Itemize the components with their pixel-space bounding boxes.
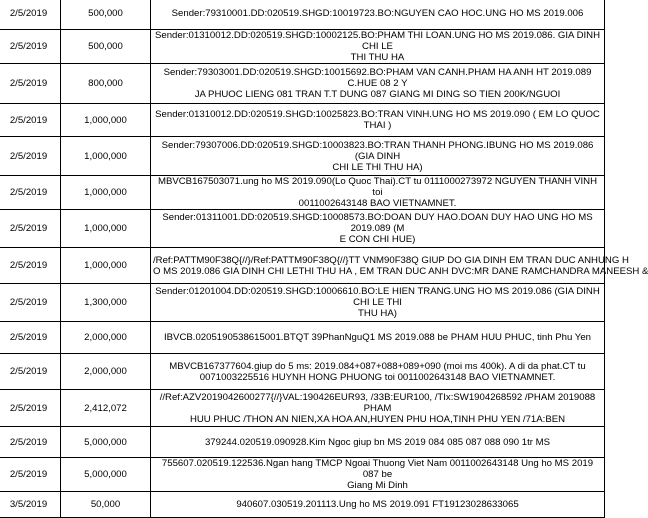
description-line: /Ref:PATTM90F38Q{//}/Ref:PATTM90F38Q{//}TT VNM90F38Q GIUP DO GIA DINH EM TRAN DUC ANHUNG H xyxy=(153,254,629,266)
description-line: JA PHUOC LIENG 081 TRAN T.T DUNG 087 GIANG MI DING SO TIEN 200K/NGUOI xyxy=(194,89,561,100)
description-line: Sender:01201004.DD:020519.SHGD:10006610.BO:LE HIEN TRANG.UNG HO MS 2019.086 (GIA DINH CHI LE THI xyxy=(155,286,600,308)
description-line: THI THU HA xyxy=(350,52,405,63)
amount-cell[interactable]: 2,000,000 xyxy=(61,354,151,390)
amount-cell[interactable]: 1,000,000 xyxy=(61,137,151,176)
description-line: Sender:01310012.DD:020519.SHGD:10025823.BO:TRAN VINH.UNG HO MS 2019.090 ( EM LO QUOC THAI ) xyxy=(155,109,600,131)
description-cell[interactable] xyxy=(151,137,605,176)
date-cell[interactable]: 2/5/2019 xyxy=(0,30,61,64)
amount-cell[interactable]: 2,000,000 xyxy=(61,322,151,354)
description-line: //Ref:AZV2019042600277{//}VAL:190426EUR93, /33B:EUR100, /TIx:SW1904268592 /PHAM 2019088 PHAM xyxy=(159,391,596,414)
amount-cell[interactable]: 5,000,000 xyxy=(61,427,151,458)
date-cell[interactable]: 2/5/2019 xyxy=(0,248,61,284)
table-row[interactable] xyxy=(0,64,605,104)
description-cell[interactable] xyxy=(151,427,605,458)
table-row[interactable] xyxy=(0,176,605,210)
description-line: CHI LE THI THU HA) xyxy=(332,161,423,173)
description-line: Sender:79303001.DD:020519.SHGD:10015692.BO:PHAM VAN CANH.PHAM HA ANH HT 2019.089 C.HUE 08 2 Y xyxy=(163,67,592,89)
date-cell[interactable]: 2/5/2019 xyxy=(0,322,61,354)
description-line: E CON CHI HUE) xyxy=(339,234,416,245)
table-row[interactable] xyxy=(0,30,605,64)
description-line: 755607.020519.122536.Ngan hang TMCP Ngoai Thuong Viet Nam 0011002643148 Ung ho MS 2019 087 be xyxy=(161,458,594,480)
table-row[interactable] xyxy=(0,322,605,354)
amount-cell[interactable]: 500,000 xyxy=(61,0,151,30)
description-cell[interactable] xyxy=(151,104,605,137)
description-line: Giang Mi Dinh xyxy=(347,480,408,491)
date-cell[interactable]: 2/5/2019 xyxy=(0,0,61,30)
description-cell[interactable] xyxy=(151,492,605,518)
date-cell[interactable]: 2/5/2019 xyxy=(0,137,61,176)
amount-cell[interactable]: 1,000,000 xyxy=(61,210,151,248)
table-row[interactable] xyxy=(0,248,605,284)
description-cell[interactable] xyxy=(151,354,605,390)
description-line: 0071003225516 HUYNH HONG PHUONG toi 0011002643148 BAO VIETNAMNET. xyxy=(199,371,556,383)
description-line: IBVCB.0205190538615001.BTQT 39PhanNguQ1 MS 2019.088 be PHAM HUU PHUC, tinh Phu Yen xyxy=(163,332,591,343)
description-cell[interactable] xyxy=(151,322,605,354)
table-row[interactable] xyxy=(0,390,605,427)
table-row[interactable] xyxy=(0,137,605,176)
date-cell[interactable]: 2/5/2019 xyxy=(0,210,61,248)
description-line: THU HA) xyxy=(358,308,397,319)
amount-cell[interactable]: 2,412,072 xyxy=(61,390,151,427)
date-cell[interactable]: 2/5/2019 xyxy=(0,176,61,210)
amount-cell[interactable]: 1,000,000 xyxy=(61,248,151,284)
table-row[interactable] xyxy=(0,0,605,30)
amount-cell[interactable]: 800,000 xyxy=(61,64,151,104)
amount-cell[interactable]: 5,000,000 xyxy=(61,458,151,492)
description-line: Sender:01310012.DD:020519.SHGD:10002125.BO:PHAM THI LOAN.UNG HO MS 2019.086. GIA DINH CHI LE xyxy=(154,30,601,52)
description-line: Sender:79310001.DD:020519.SHGD:10019723.BO:NGUYEN CAO HOC.UNG HO MS 2019.006 xyxy=(171,8,584,19)
description-line: 379244.020519.090928.Kim Ngoc giup bn MS 2019 084 085 087 088 090 1tr MS xyxy=(204,436,551,448)
description-cell[interactable] xyxy=(151,458,605,492)
amount-cell[interactable]: 1,300,000 xyxy=(61,284,151,322)
description-cell[interactable] xyxy=(151,30,605,64)
description-cell[interactable] xyxy=(151,0,605,30)
date-cell[interactable]: 2/5/2019 xyxy=(0,354,61,390)
description-line: Sender:01311001.DD:020519.SHGD:10008573.BO:DOAN DUY HAO.DOAN DUY HAO UNG HO MS 2019.089 (M xyxy=(162,212,593,234)
amount-cell[interactable]: 1,000,000 xyxy=(61,176,151,210)
date-cell[interactable]: 2/5/2019 xyxy=(0,64,61,104)
date-cell[interactable]: 2/5/2019 xyxy=(0,458,61,492)
date-cell[interactable]: 2/5/2019 xyxy=(0,427,61,458)
description-line: 940607.030519.201113.Ung ho MS 2019.091 FT19123028633065 xyxy=(236,499,519,510)
amount-cell[interactable]: 1,000,000 xyxy=(61,104,151,137)
table-row[interactable] xyxy=(0,284,605,322)
amount-cell[interactable]: 500,000 xyxy=(61,30,151,64)
description-line: MBVCB167503071.ung ho MS 2019.090(Lo Quoc Thai).CT tu 0111000273972 NGUYEN THANH VINH toi xyxy=(157,176,598,198)
description-line: MBVCB167377604.giup do 5 ms: 2019.084+087+088+089+090 (moi ms 400k). A di da phat.CT tu xyxy=(169,360,586,372)
table-row[interactable] xyxy=(0,458,605,492)
description-cell[interactable] xyxy=(151,284,605,322)
description-cell[interactable] xyxy=(151,210,605,248)
table-row[interactable] xyxy=(0,492,605,518)
description-line: O MS 2019.086 GIA DINH CHI LETHI THU HA , EM TRAN DUC ANH DVC:MR DANE RAMCHANDRA MANEESH & xyxy=(153,265,648,277)
date-cell[interactable]: 3/5/2019 xyxy=(0,492,61,518)
description-cell[interactable] xyxy=(151,390,605,427)
date-cell[interactable]: 2/5/2019 xyxy=(0,390,61,427)
description-cell[interactable] xyxy=(151,176,605,210)
description-cell[interactable] xyxy=(151,64,605,104)
table-row[interactable] xyxy=(0,427,605,458)
description-line: 0011002643148 BAO VIETNAMNET. xyxy=(298,198,457,209)
date-cell[interactable]: 2/5/2019 xyxy=(0,284,61,322)
table-row[interactable] xyxy=(0,210,605,248)
description-cell[interactable] xyxy=(151,248,648,284)
amount-cell[interactable]: 50,000 xyxy=(61,492,151,518)
table-row[interactable] xyxy=(0,354,605,390)
description-line: HUU PHUC /THON AN NIEN,XA HOA AN,HUYEN PHU HOA,TINH PHU YEN /71A:BEN xyxy=(189,413,566,425)
table-row[interactable] xyxy=(0,104,605,137)
date-cell[interactable]: 2/5/2019 xyxy=(0,104,61,137)
description-line: Sender:79307006.DD:020519.SHGD:10003823.BO:TRAN THANH PHONG.IBUNG HO MS 2019.086 (GIA DINH xyxy=(161,139,594,162)
